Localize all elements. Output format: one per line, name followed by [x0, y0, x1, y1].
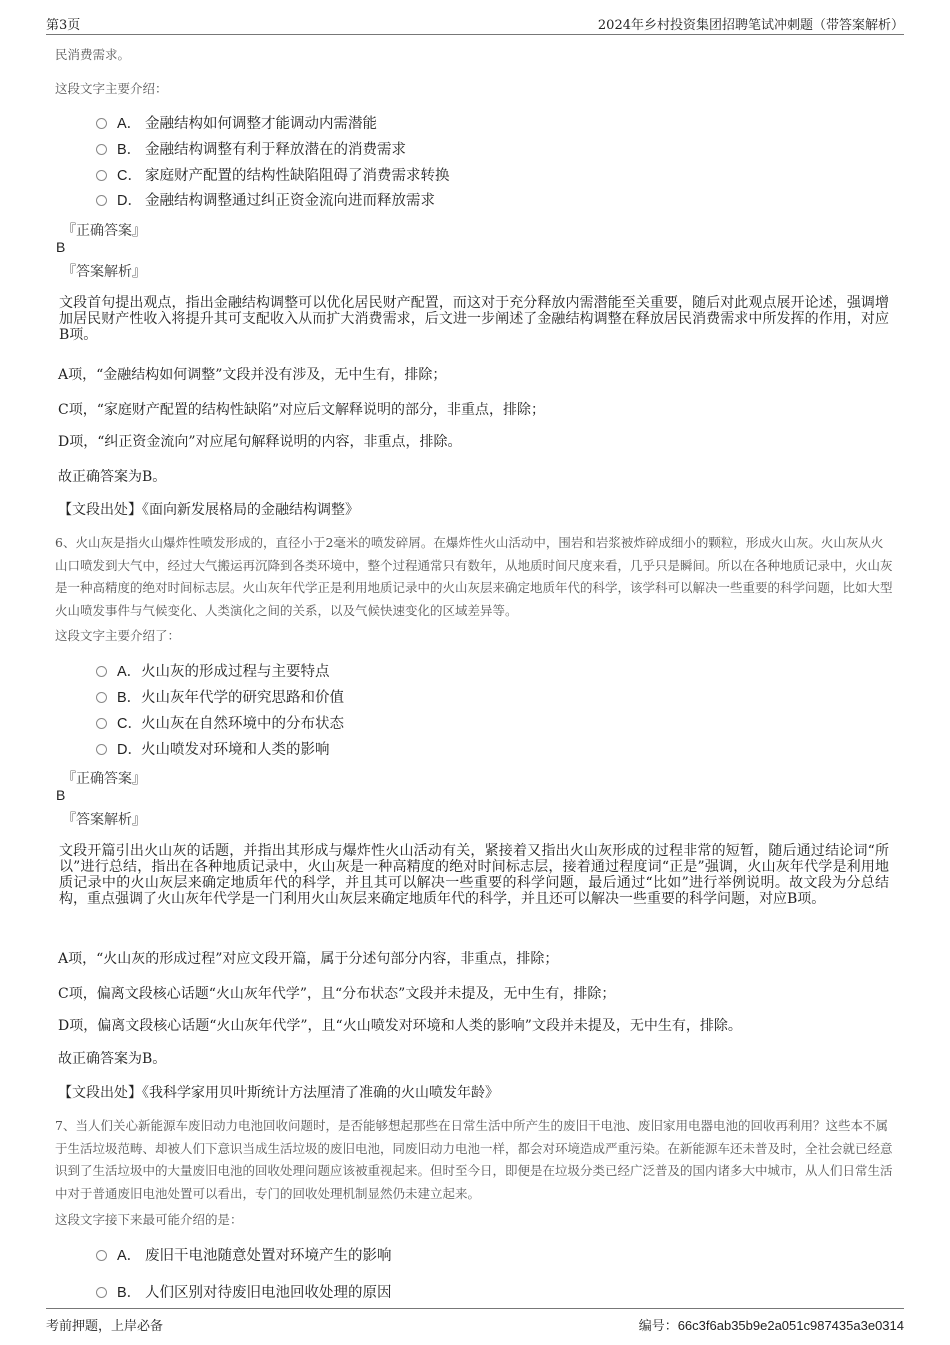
q5-note-c: C项，“家庭财产配置的结构性缺陷”对应后文解释说明的部分，非重点，排除；	[58, 402, 546, 418]
q5-option-d[interactable]: D． 金融结构调整通过纠正资金流向进而释放需求	[96, 191, 435, 211]
q5-source: 【文段出处】《面向新发展格局的金融结构调整》	[58, 502, 359, 518]
q6-analysis-label: 『答案解析』	[62, 812, 146, 828]
q7-option-b[interactable]: B． 人们区别对待废旧电池回收处理的原因	[96, 1283, 392, 1303]
q6-option-d[interactable]: D．火山喷发对环境和人类的影响	[96, 740, 330, 760]
radio-icon[interactable]	[96, 118, 107, 129]
page-header	[46, 12, 904, 35]
q5-prompt: 这段文字主要介绍：	[55, 81, 168, 96]
document-id: 编号：66c3f6ab35b9e2a051c987435a3e0314	[638, 1318, 904, 1333]
q6-option-a[interactable]: A．火山灰的形成过程与主要特点	[96, 662, 330, 682]
radio-icon[interactable]	[96, 1250, 107, 1261]
q6-prompt: 这段文字主要介绍了：	[55, 628, 181, 643]
radio-icon[interactable]	[96, 144, 107, 155]
q6-stem: 6、火山灰是指火山爆炸性喷发形成的，直径小于2毫米的喷发碎屑。在爆炸性火山活动中，围岩和岩浆被炸碎成细小的颗粒，形成火山灰。火山灰从火山口喷发到大气中，经过大气搬运再沉降到各类环境中，整个过程通常只有数年，从地质时间尺度来看，几乎只是瞬间。所以在各种地质记录中，火山灰是一种高精度的绝对时间标志层。火山灰年代学正是利用地质记录中的火山灰层来确定地质年代的科学，该学科可以解决一些重要的科学问题，比如大型火山喷发事件与气候变化、人类演化之间的关系，以及气候快速变化的区域差异等。	[55, 535, 893, 618]
q6-option-b[interactable]: B．火山灰年代学的研究思路和价值	[96, 688, 344, 708]
footer-slogan: 考前押题，上岸必备	[46, 1319, 164, 1334]
q5-analysis: 文段首句提出观点，指出金融结构调整可以优化居民财产配置，而这对于充分释放内需潜能至关重要，随后对此观点展开论述，强调增加居民财产性收入将提升其可支配收入从而扩大消费需求，后文进一步阐述了金融结构调整在释放居民消费需求中所发挥的作用，对应B项。	[59, 295, 889, 343]
q5-stem-tail: 民消费需求。	[55, 47, 131, 62]
radio-icon[interactable]	[96, 718, 107, 729]
radio-icon[interactable]	[96, 1287, 107, 1298]
q6-analysis: 文段开篇引出火山灰的话题，并指出其形成与爆炸性火山活动有关，紧接着又指出火山灰形成的过程非常的短暂，随后通过结论词“所以”进行总结，指出在各种地质记录中，火山灰是一种高精度的绝对时间标志层，接着通过程度词“正是”强调，火山灰年代学是利用地质记录中的火山灰层来确定地质年代的科学，并且其可以解决一些重要的科学问题，最后通过“比如”进行举例说明。故文段为分总结构，重点强调了火山灰年代学是一门利用火山灰层来确定地质年代的科学，并且还可以解决一些重要的科学问题，对应B项。	[59, 843, 889, 907]
radio-icon[interactable]	[96, 692, 107, 703]
q6-option-c[interactable]: C．火山灰在自然环境中的分布状态	[96, 714, 344, 734]
q6-note-d: D项，偏离文段核心话题“火山灰年代学”，且“火山喷发对环境和人类的影响”文段并未提及，无中生有，排除。	[58, 1018, 742, 1034]
q6-answer: B	[56, 787, 66, 803]
document-title: 2024年乡村投资集团招聘笔试冲刺题（带答案解析）	[597, 18, 904, 33]
q5-answer-label: 『正确答案』	[62, 223, 146, 239]
q5-analysis-label: 『答案解析』	[62, 264, 146, 280]
page-footer	[46, 1308, 904, 1333]
radio-icon[interactable]	[96, 666, 107, 677]
q6-source: 【文段出处】《我科学家用贝叶斯统计方法厘清了准确的火山喷发年龄》	[58, 1085, 499, 1101]
q7-option-a[interactable]: A． 废旧干电池随意处置对环境产生的影响	[96, 1246, 392, 1266]
q5-answer: B	[56, 239, 66, 255]
q6-note-a: A项，“火山灰的形成过程”对应文段开篇，属于分述句部分内容，非重点，排除；	[58, 951, 559, 967]
q6-conclusion: 故正确答案为B。	[58, 1051, 167, 1067]
q5-option-a[interactable]: A． 金融结构如何调整才能调动内需潜能	[96, 114, 377, 134]
q5-note-d: D项，“纠正资金流向”对应尾句解释说明的内容，非重点，排除。	[58, 434, 462, 450]
q5-option-b[interactable]: B． 金融结构调整有利于释放潜在的消费需求	[96, 140, 406, 160]
q7-stem: 7、当人们关心新能源车废旧动力电池回收问题时，是否能够想起那些在日常生活中所产生的废旧干电池、废旧家用电器电池的回收再利用？这些本不属于生活垃圾范畴、却被人们下意识当成生活垃圾的废旧电池，同废旧动力电池一样，都会对环境造成严重污染。在新能源车还未普及时，全社会就已经意识到了生活垃圾中的大量废旧电池的回收处理问题应该被重视起来。但时至今日，即便是在垃圾分类已经广泛普及的国内诸多大中城市，从人们日常生活中对于普通废旧电池处置可以看出，专门的回收处理机制显然仍未建立起来。	[55, 1118, 893, 1201]
q7-prompt: 这段文字接下来最可能介绍的是：	[55, 1212, 243, 1227]
q5-note-a: A项，“金融结构如何调整”文段并没有涉及，无中生有，排除；	[58, 367, 447, 383]
q6-answer-label: 『正确答案』	[62, 771, 146, 787]
q5-conclusion: 故正确答案为B。	[58, 469, 167, 485]
radio-icon[interactable]	[96, 170, 107, 181]
radio-icon[interactable]	[96, 744, 107, 755]
q5-option-c[interactable]: C． 家庭财产配置的结构性缺陷阻碍了消费需求转换	[96, 166, 450, 186]
radio-icon[interactable]	[96, 195, 107, 206]
page-number: 第3页	[46, 18, 81, 33]
q6-note-c: C项，偏离文段核心话题“火山灰年代学”，且“分布状态”文段并未提及，无中生有，排除；	[58, 986, 616, 1002]
